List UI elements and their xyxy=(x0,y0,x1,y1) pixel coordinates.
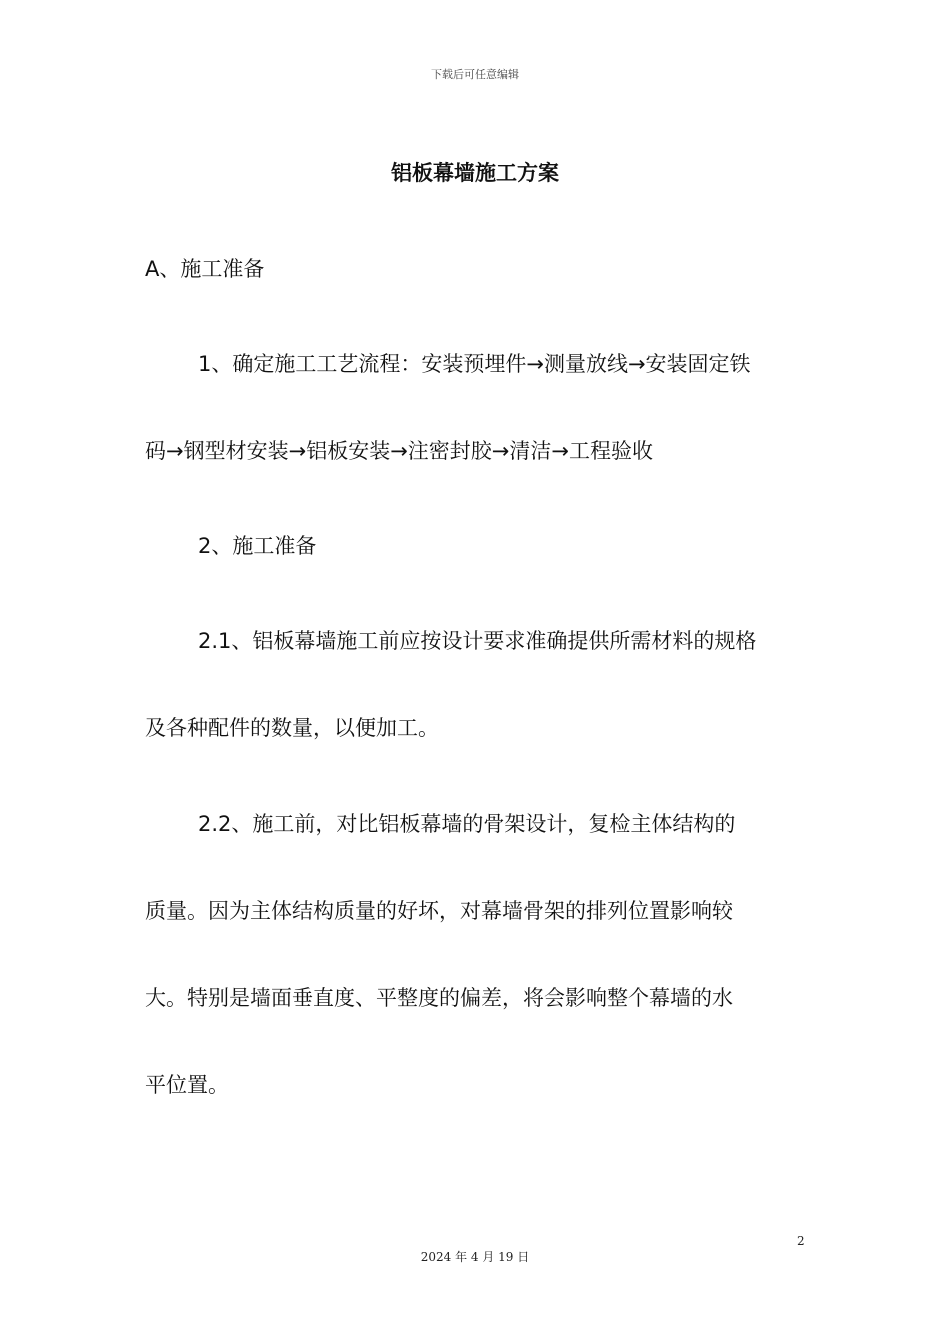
paragraph-1-line-2: 码→钢型材安装→铝板安装→注密封胶→清洁→工程验收 xyxy=(145,439,653,463)
paragraph-2-2-line-3: 大。特别是墙面垂直度、平整度的偏差，将会影响整个幕墙的水 xyxy=(145,986,733,1010)
page-number: 2 xyxy=(797,1234,805,1248)
header-note: 下载后可任意编辑 xyxy=(431,68,519,81)
document-title: 铝板幕墙施工方案 xyxy=(391,161,559,185)
paragraph-1-line-1: 1、确定施工工艺流程：安装预埋件→测量放线→安装固定铁 xyxy=(198,352,751,376)
subsection-heading-2: 2、施工准备 xyxy=(198,534,317,558)
paragraph-2-2-line-1: 2.2、施工前，对比铝板幕墙的骨架设计，复检主体结构的 xyxy=(198,812,736,836)
paragraph-2-2-line-2: 质量。因为主体结构质量的好坏，对幕墙骨架的排列位置影响较 xyxy=(145,899,733,923)
footer-date: 2024 年 4 月 19 日 xyxy=(420,1250,530,1264)
paragraph-2-1-line-1: 2.1、铝板幕墙施工前应按设计要求准确提供所需材料的规格 xyxy=(198,629,757,653)
paragraph-2-1-line-2: 及各种配件的数量，以便加工。 xyxy=(145,716,439,740)
paragraph-2-2-line-4: 平位置。 xyxy=(145,1073,229,1097)
section-heading-a: A、施工准备 xyxy=(145,257,265,281)
